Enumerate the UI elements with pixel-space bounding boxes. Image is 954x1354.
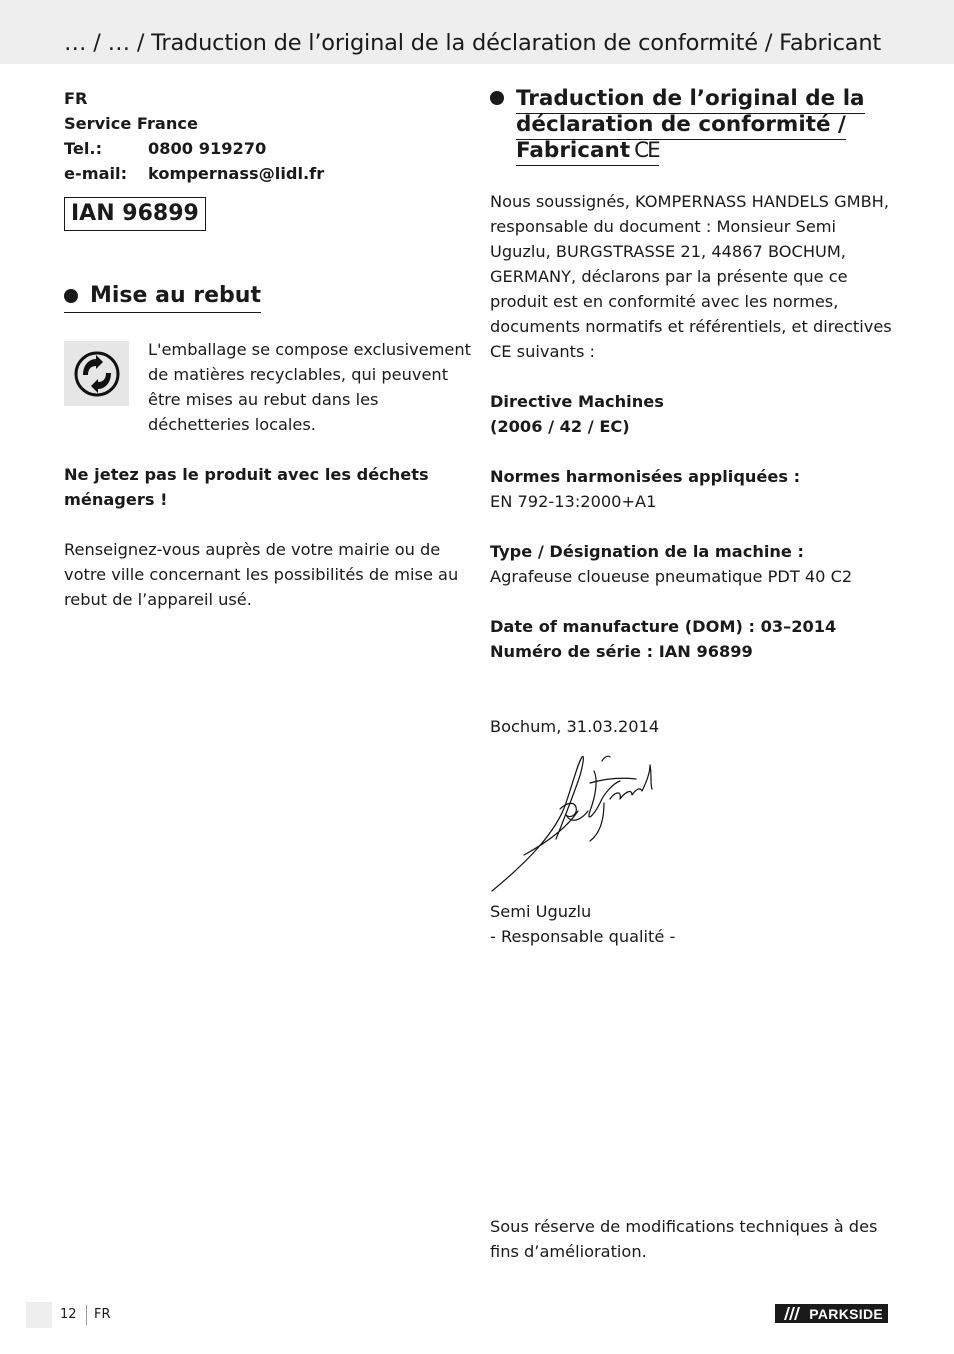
ian-box: IAN 96899 — [64, 197, 206, 231]
ce-mark: CE — [634, 138, 659, 163]
disposal-heading — [64, 283, 261, 313]
footer-divider — [86, 1305, 87, 1325]
contact-email-value: kompernass@lidl.fr — [148, 164, 325, 183]
contact-email-label: e-mail: — [64, 164, 128, 183]
contact-email — [64, 161, 474, 186]
declaration-intro: Nous soussignés, KOMPERNASS HANDELS GMBH, responsable du document : Monsieur Semi Uguzlu, BURGSTRASSE 21, 44867 BOCHUM, GERMANY, déclarons par la présente que ce produit est en conformité avec les normes, documents normatifs et référentiels, et directives CE suivants : — [490, 192, 892, 361]
declaration-title-text: Traduction de l’original de la déclaration de conformité / Fabricant — [516, 86, 865, 163]
page-number: 12 — [60, 1307, 77, 1322]
norms-label: Normes harmonisées appliquées : — [490, 467, 801, 486]
brand-name: PARKSIDE — [809, 1305, 883, 1322]
declaration-title — [516, 86, 865, 166]
serial-number: Numéro de série : IAN 96899 — [490, 642, 753, 661]
contact-phone — [64, 136, 474, 161]
signer-name: Semi Uguzlu — [490, 902, 592, 921]
signature-image — [486, 743, 696, 893]
norms-value: EN 792-13:2000+A1 — [490, 492, 657, 511]
bullet-icon — [490, 91, 504, 105]
disposal-info: Renseignez-vous auprès de votre mairie ou de votre ville concernant les possibilités de mise au rebut de l’appareil usé. — [64, 540, 459, 609]
place-date: Bochum, 31.03.2014 — [490, 717, 660, 736]
directive-line-2: (2006 / 42 / EC) — [490, 417, 630, 436]
footer-marker — [26, 1302, 52, 1328]
signer-role: - Responsable qualité - — [490, 927, 676, 946]
type-label: Type / Désignation de la machine : — [490, 542, 805, 561]
reserve-block — [490, 1214, 900, 1264]
service-name: Service France — [64, 114, 198, 133]
contact-phone-value: 0800 919270 — [148, 139, 267, 158]
declaration-heading — [490, 86, 900, 164]
contact-phone-label: Tel.: — [64, 139, 103, 158]
manufacture-date: Date of manufacture (DOM) : 03–2014 — [490, 617, 837, 636]
brand-logo — [775, 1304, 888, 1323]
type-value: Agrafeuse cloueuse pneumatique PDT 40 C2 — [490, 567, 853, 586]
brand-stripes-icon — [780, 1307, 802, 1320]
packaging-text: L'emballage se compose exclusivement de matières recyclables, qui peuvent être mises au rebut dans les déchetteries locales. — [148, 340, 471, 434]
left-column — [64, 86, 474, 612]
technical-reserve-note: Sous réserve de modifications techniques à des fins d’amélioration. — [490, 1217, 878, 1261]
disposal-warning: Ne jetez pas le produit avec les déchets ménagers ! — [64, 465, 429, 509]
page-title: … / … / Traduction de l’original de la déclaration de conformité / Fabricant — [64, 30, 882, 56]
country-code: FR — [64, 89, 88, 108]
footer-language: FR — [94, 1307, 111, 1322]
packaging-block — [64, 337, 474, 437]
disposal-title: Mise au rebut — [90, 283, 261, 308]
directive-line-1: Directive Machines — [490, 392, 664, 411]
green-dot-recycle-icon — [64, 341, 129, 406]
bullet-icon — [64, 289, 78, 303]
right-column — [490, 86, 900, 949]
